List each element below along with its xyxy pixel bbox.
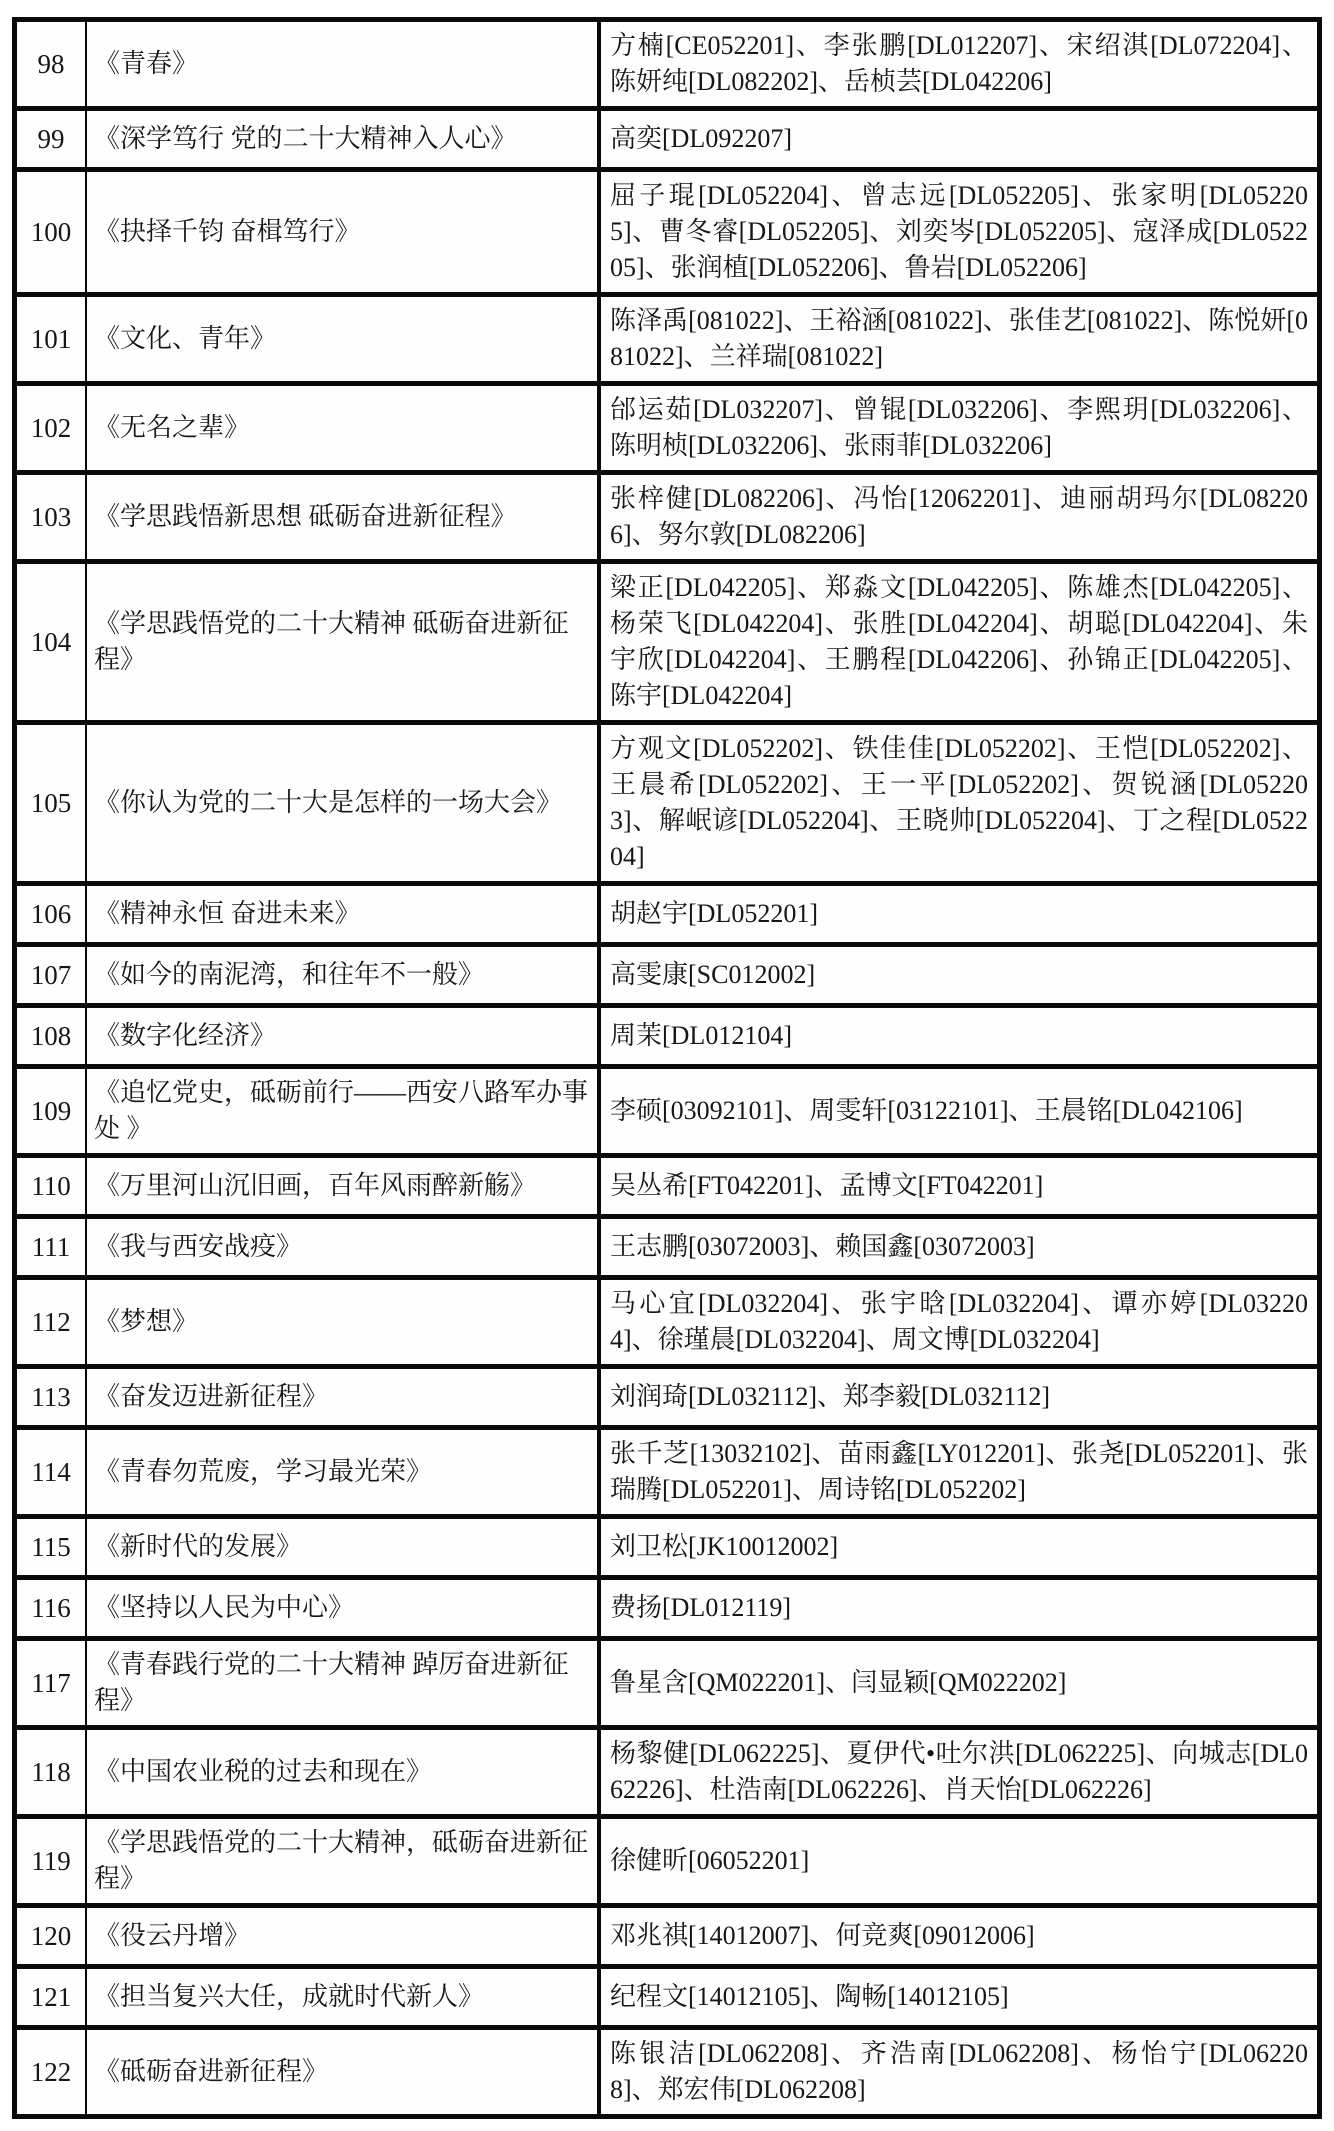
work-title: 《青春勿荒废，学习最光荣》 (94, 1457, 433, 1486)
work-title-cell (87, 1158, 601, 1214)
authors-list: 张梓健[DL082206]、冯怡[12062201]、迪丽胡玛尔[DL082206]、努尔敦[DL082206] (610, 484, 1308, 549)
row-number-cell (17, 1280, 87, 1364)
work-title: 《数字化经济》 (94, 1021, 277, 1050)
table-row (17, 1636, 1317, 1725)
table-row (17, 381, 1317, 470)
table-row (17, 559, 1317, 720)
authors-list: 屈子琨[DL052204]、曾志远[DL052205]、张家明[DL052205]、曹冬睿[DL052205]、刘奕岑[DL052205]、寇泽成[DL052205]、张润植[DL052206]、鲁岩[DL052206] (610, 181, 1308, 282)
table-row (17, 1575, 1317, 1636)
row-number-cell (17, 1158, 87, 1214)
authors-list: 方观文[DL052202]、铁佳佳[DL052202]、王恺[DL052202]、王晨希[DL052202]、王一平[DL052202]、贺锐涵[DL052203]、解岷谚[DL052204]、王晓帅[DL052204]、丁之程[DL052204] (610, 734, 1308, 871)
authors-cell (601, 1969, 1317, 2025)
work-title-cell (87, 1430, 601, 1514)
work-title-cell (87, 1641, 601, 1725)
row-number-cell (17, 1580, 87, 1636)
work-title-cell (87, 297, 601, 381)
row-number-cell (17, 564, 87, 720)
table-row (17, 292, 1317, 381)
work-title: 《新时代的发展》 (94, 1532, 303, 1561)
row-number-cell (17, 2030, 87, 2114)
authors-list: 费扬[DL012119] (610, 1593, 792, 1622)
authors-cell (601, 1908, 1317, 1964)
authors-list: 鲁星含[QM022201]、闫显颖[QM022202] (610, 1668, 1067, 1697)
authors-list: 梁正[DL042205]、郑淼文[DL042205]、陈雄杰[DL042205]、杨荣飞[DL042204]、张胜[DL042204]、胡聪[DL042204]、朱宇欣[DL042204]、王鹏程[DL042206]、孙锦正[DL042205]、陈宇[DL042204] (610, 573, 1308, 710)
authors-list: 张千芝[13032102]、苗雨鑫[LY012201]、张尧[DL052201]、张瑞腾[DL052201]、周诗铭[DL052202] (610, 1439, 1308, 1504)
authors-list: 周茉[DL012104] (610, 1021, 792, 1050)
table-row (17, 2025, 1317, 2114)
row-number: 118 (31, 1756, 71, 1787)
row-number: 111 (31, 1231, 71, 1262)
work-title-cell (87, 1819, 601, 1903)
work-title-cell (87, 1280, 601, 1364)
authors-cell (601, 1280, 1317, 1364)
work-title: 《我与西安战疫》 (94, 1232, 303, 1261)
row-number-cell (17, 886, 87, 942)
table-row (17, 1003, 1317, 1064)
authors-list: 纪程文[14012105]、陶畅[14012105] (610, 1982, 1009, 2011)
table-row (17, 942, 1317, 1003)
authors-cell (601, 111, 1317, 167)
row-number: 103 (30, 501, 72, 532)
row-number: 105 (30, 787, 72, 818)
work-title: 《追忆党史，砥砺前行——西安八路军办事处 》 (94, 1078, 589, 1143)
row-number-cell (17, 475, 87, 559)
work-title-cell (87, 22, 601, 106)
row-number: 116 (31, 1592, 71, 1623)
authors-list: 杨黎健[DL062225]、夏伊代•吐尔洪[DL062225]、向城志[DL062226]、杜浩南[DL062226]、肖天怡[DL062226] (610, 1739, 1308, 1804)
authors-cell (601, 886, 1317, 942)
work-title-cell (87, 1519, 601, 1575)
row-number: 112 (31, 1306, 71, 1337)
table-row (17, 1514, 1317, 1575)
work-title: 《精神永恒 奋进未来》 (94, 899, 361, 928)
table-row (17, 1425, 1317, 1514)
authors-cell (601, 172, 1317, 292)
authors-cell (601, 1519, 1317, 1575)
authors-list: 陈银洁[DL062208]、齐浩南[DL062208]、杨怡宁[DL062208]、郑宏伟[DL062208] (610, 2039, 1308, 2104)
row-number: 114 (31, 1456, 71, 1487)
authors-list: 胡赵宇[DL052201] (610, 899, 818, 928)
authors-list: 方楠[CE052201]、李张鹏[DL012207]、宋绍淇[DL072204]、陈妍纯[DL082202]、岳桢芸[DL042206] (610, 31, 1308, 96)
row-number-cell (17, 1969, 87, 2025)
row-number: 98 (37, 48, 65, 79)
row-number-cell (17, 386, 87, 470)
work-title-cell (87, 1069, 601, 1153)
authors-cell (601, 1641, 1317, 1725)
work-title: 《坚持以人民为中心》 (94, 1593, 355, 1622)
work-title: 《你认为党的二十大是怎样的一场大会》 (94, 788, 563, 817)
work-title: 《中国农业税的过去和现在》 (94, 1757, 433, 1786)
table-row (17, 1964, 1317, 2025)
work-title: 《万里河山沉旧画，百年风雨醉新觞》 (94, 1171, 537, 1200)
work-title-cell (87, 172, 601, 292)
authors-cell (601, 1008, 1317, 1064)
work-title: 《奋发迈进新征程》 (94, 1382, 329, 1411)
work-title-cell (87, 1008, 601, 1064)
authors-list: 刘卫松[JK10012002] (610, 1532, 839, 1561)
authors-cell (601, 725, 1317, 881)
row-number-cell (17, 1519, 87, 1575)
authors-cell (601, 297, 1317, 381)
table-row (17, 1214, 1317, 1275)
table-row (17, 470, 1317, 559)
authors-list: 王志鹏[03072003]、赖国鑫[03072003] (610, 1232, 1035, 1261)
work-title: 《无名之辈》 (94, 413, 251, 442)
table-row (17, 881, 1317, 942)
authors-cell (601, 1730, 1317, 1814)
authors-cell (601, 1819, 1317, 1903)
authors-list: 李硕[03092101]、周雯轩[03122101]、王晨铭[DL042106] (610, 1096, 1243, 1125)
authors-cell (601, 22, 1317, 106)
work-title-cell (87, 2030, 601, 2114)
work-title: 《学思践悟党的二十大精神，砥砺奋进新征程》 (94, 1828, 589, 1893)
authors-cell (601, 564, 1317, 720)
authors-cell (601, 475, 1317, 559)
row-number-cell (17, 1369, 87, 1425)
row-number-cell (17, 297, 87, 381)
row-number: 108 (30, 1020, 72, 1051)
work-title-cell (87, 111, 601, 167)
table-row (17, 1275, 1317, 1364)
work-title-cell (87, 947, 601, 1003)
authors-list: 邰运茹[DL032207]、曾锟[DL032206]、李熙玥[DL032206]、陈明桢[DL032206]、张雨菲[DL032206] (610, 395, 1308, 460)
row-number: 122 (30, 2056, 72, 2087)
row-number: 100 (30, 216, 72, 247)
work-title-cell (87, 1908, 601, 1964)
row-number: 110 (31, 1170, 71, 1201)
authors-list: 邓兆祺[14012007]、何竞爽[09012006] (610, 1921, 1035, 1950)
work-title: 《青春》 (94, 49, 199, 78)
row-number: 117 (31, 1667, 71, 1698)
work-title: 《如今的南泥湾，和往年不一般》 (94, 960, 485, 989)
work-title-cell (87, 564, 601, 720)
row-number-cell (17, 1908, 87, 1964)
table-row (17, 1725, 1317, 1814)
work-title-cell (87, 1969, 601, 2025)
authors-cell (601, 386, 1317, 470)
table-row (17, 720, 1317, 881)
authors-cell (601, 1580, 1317, 1636)
row-number: 106 (30, 898, 72, 929)
authors-cell (601, 1158, 1317, 1214)
row-number: 107 (30, 959, 72, 990)
work-title: 《深学笃行 党的二十大精神入人心》 (94, 124, 517, 153)
row-number-cell (17, 725, 87, 881)
table-row (17, 106, 1317, 167)
work-title: 《文化、青年》 (94, 324, 277, 353)
table-row (17, 1153, 1317, 1214)
work-title-cell (87, 886, 601, 942)
row-number-cell (17, 111, 87, 167)
row-number-cell (17, 1430, 87, 1514)
row-number-cell (17, 1008, 87, 1064)
row-number: 115 (31, 1531, 71, 1562)
work-title: 《担当复兴大任，成就时代新人》 (94, 1982, 485, 2011)
row-number-cell (17, 22, 87, 106)
table-row (17, 167, 1317, 292)
work-title: 《学思践悟党的二十大精神 砥砺奋进新征程》 (94, 609, 569, 674)
work-title: 《抉择千钧 奋楫笃行》 (94, 217, 361, 246)
table-row (17, 1814, 1317, 1903)
row-number-cell (17, 1730, 87, 1814)
authors-cell (601, 1069, 1317, 1153)
authors-cell (601, 1219, 1317, 1275)
authors-list: 刘润琦[DL032112]、郑李毅[DL032112] (610, 1382, 1051, 1411)
row-number: 119 (31, 1845, 71, 1876)
row-number-cell (17, 1219, 87, 1275)
work-title: 《砥砺奋进新征程》 (94, 2057, 329, 2086)
row-number: 99 (37, 123, 65, 154)
row-number: 121 (30, 1981, 72, 2012)
authors-list: 吴丛希[FT042201]、孟博文[FT042201] (610, 1171, 1044, 1200)
work-title: 《学思践悟新思想 砥砺奋进新征程》 (94, 502, 517, 531)
authors-cell (601, 1430, 1317, 1514)
work-title-cell (87, 386, 601, 470)
authors-list: 高奕[DL092207] (610, 124, 792, 153)
table-row (17, 1364, 1317, 1425)
work-title: 《青春践行党的二十大精神 踔厉奋进新征程》 (94, 1650, 569, 1715)
table-row (17, 1903, 1317, 1964)
work-title-cell (87, 1219, 601, 1275)
authors-cell (601, 1369, 1317, 1425)
authors-list: 徐健昕[06052201] (610, 1846, 810, 1875)
work-title: 《梦想》 (94, 1307, 199, 1336)
row-number: 104 (30, 626, 72, 657)
work-title: 《役云丹增》 (94, 1921, 251, 1950)
row-number: 101 (30, 323, 72, 354)
table-row (17, 22, 1317, 106)
authors-list: 陈泽禹[081022]、王裕涵[081022]、张佳艺[081022]、陈悦妍[081022]、兰祥瑞[081022] (610, 306, 1308, 371)
work-title-cell (87, 1580, 601, 1636)
row-number: 120 (30, 1920, 72, 1951)
authors-list: 马心宜[DL032204]、张宇晗[DL032204]、谭亦婷[DL032204]、徐瑾晨[DL032204]、周文博[DL032204] (610, 1289, 1308, 1354)
row-number: 109 (30, 1095, 72, 1126)
authors-cell (601, 947, 1317, 1003)
row-number-cell (17, 1069, 87, 1153)
table-row (17, 1064, 1317, 1153)
work-title-cell (87, 475, 601, 559)
authors-list: 高雯康[SC012002] (610, 960, 816, 989)
authors-cell (601, 2030, 1317, 2114)
row-number-cell (17, 172, 87, 292)
work-title-cell (87, 1730, 601, 1814)
row-number-cell (17, 1819, 87, 1903)
row-number-cell (17, 947, 87, 1003)
work-title-cell (87, 1369, 601, 1425)
work-title-cell (87, 725, 601, 881)
row-number-cell (17, 1641, 87, 1725)
works-awards-table (12, 17, 1322, 2119)
row-number: 113 (31, 1381, 71, 1412)
row-number: 102 (30, 412, 72, 443)
